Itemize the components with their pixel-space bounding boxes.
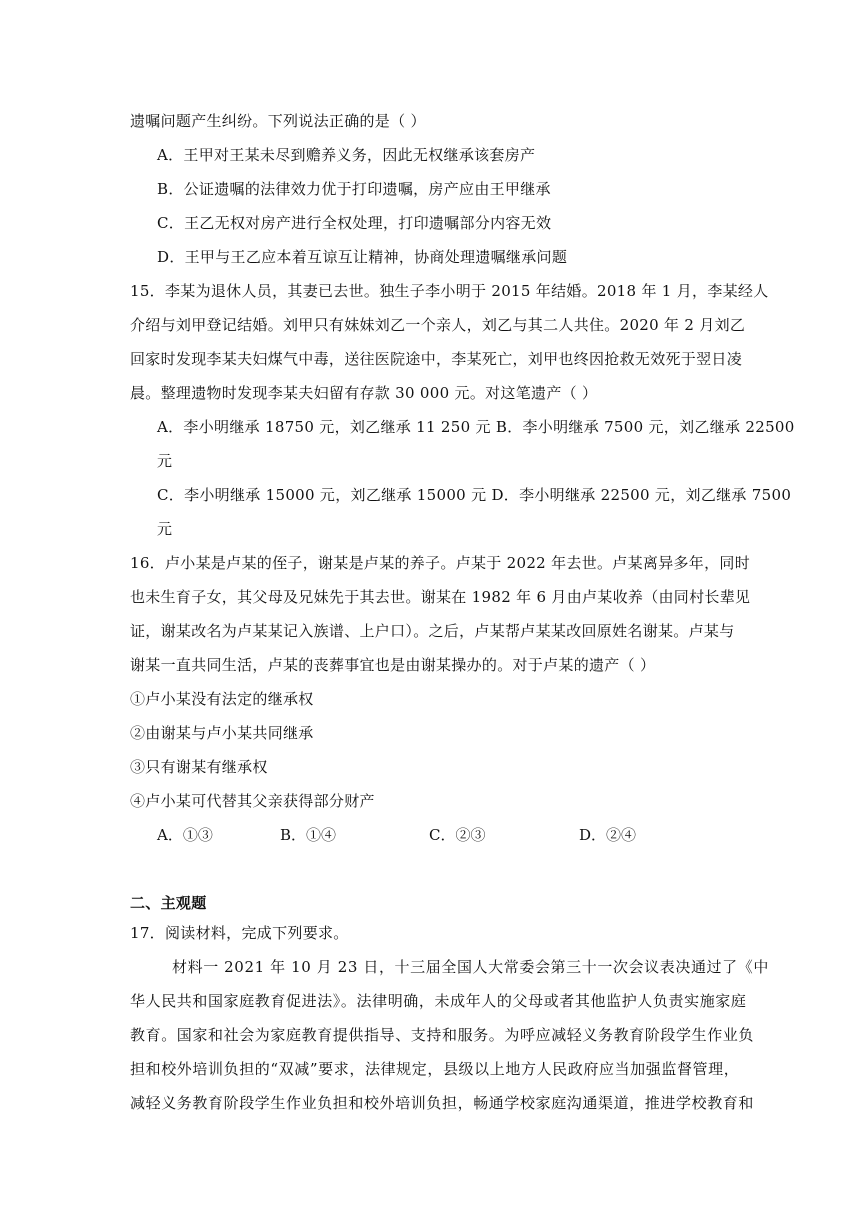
q15-options-cd-wrap: 元 (157, 520, 173, 538)
q16-stem-line-4: 谢某一直共同生活，卢某的丧葬事宜也是由谢某操办的。对于卢某的遗产（ ） (130, 656, 656, 674)
q16-statement-1: ①卢小某没有法定的继承权 (130, 690, 314, 708)
q15-stem-line-1: 15．李某为退休人员，其妻已去世。独生子李小明于 2015 年结婚。2018 年 1 月，李某经人 (130, 282, 769, 300)
q16-stem-line-1: 16．卢小某是卢某的侄子，谢某是卢某的养子。卢某于 2022 年去世。卢某离异多年，同时 (130, 554, 751, 572)
q14-stem-end: 遗嘱问题产生纠纷。下列说法正确的是（ ） (130, 112, 426, 130)
q15-options-ab-wrap: 元 (157, 452, 173, 470)
q17-material-line-2: 华人民共和国家庭教育促进法》。法律明确，未成年人的父母或者其他监护人负责实施家庭 (130, 992, 747, 1010)
q16-option-b[interactable]: B．①④ (280, 826, 337, 844)
q14-option-b[interactable]: B．公证遗嘱的法律效力优于打印遗嘱，房产应由王甲继承 (157, 180, 551, 198)
q15-options-ab[interactable]: A．李小明继承 18750 元，刘乙继承 11 250 元 B．李小明继承 7500 元，刘乙继承 22500 (157, 418, 795, 436)
q16-stem-line-3: 证，谢某改名为卢某某记入族谱、上户口）。之后，卢某帮卢某某改回原姓名谢某。卢某与 (130, 622, 735, 640)
q15-stem-line-4: 晨。整理遗物时发现李某夫妇留有存款 30 000 元。对这笔遗产（ ） (130, 384, 598, 402)
q16-statement-3: ③只有谢某有继承权 (130, 758, 268, 776)
q16-option-d[interactable]: D．②④ (579, 826, 637, 844)
q16-statement-2: ②由谢某与卢小某共同继承 (130, 724, 314, 742)
q17-material-line-5: 减轻义务教育阶段学生作业负担和校外培训负担，畅通学校家庭沟通渠道，推进学校教育和 (130, 1094, 755, 1112)
q17-prompt: 17．阅读材料，完成下列要求。 (130, 924, 349, 942)
q15-stem-line-3: 回家时发现李某夫妇煤气中毒，送往医院途中，李某死亡，刘甲也终因抢救无效死于翌日凌 (130, 350, 743, 368)
q16-stem-line-2: 也未生育子女，其父母及兄妹先于其去世。谢某在 1982 年 6 月由卢某收养（由同村长辈见 (130, 588, 751, 606)
q16-statement-4: ④卢小某可代替其父亲获得部分财产 (130, 792, 375, 810)
q16-option-a[interactable]: A．①③ (157, 826, 213, 844)
q17-material-line-1: 材料一 2021 年 10 月 23 日，十三届全国人大常委会第三十一次会议表决通过了《中 (172, 958, 769, 976)
q14-option-c[interactable]: C．王乙无权对房产进行全权处理，打印遗嘱部分内容无效 (157, 214, 552, 232)
q14-option-d[interactable]: D．王甲与王乙应本着互谅互让精神，协商处理遗嘱继承问题 (157, 248, 568, 266)
q15-options-cd[interactable]: C．李小明继承 15000 元，刘乙继承 15000 元 D．李小明继承 22500 元，刘乙继承 7500 (157, 486, 792, 504)
q14-option-a[interactable]: A．王甲对王某未尽到赡养义务，因此无权继承该套房产 (157, 146, 536, 164)
q16-option-c[interactable]: C．②③ (429, 826, 486, 844)
q15-stem-line-2: 介绍与刘甲登记结婚。刘甲只有妹妹刘乙一个亲人，刘乙与其二人共住。2020 年 2 月刘乙 (130, 316, 746, 334)
section-title: 二、主观题 (130, 894, 207, 912)
q17-material-line-3: 教育。国家和社会为家庭教育提供指导、支持和服务。为呼应减轻义务教育阶段学生作业负 (130, 1026, 755, 1044)
q17-material-line-4: 担和校外培训负担的“双减”要求，法律规定，县级以上地方人民政府应当加强监督管理， (130, 1060, 740, 1078)
